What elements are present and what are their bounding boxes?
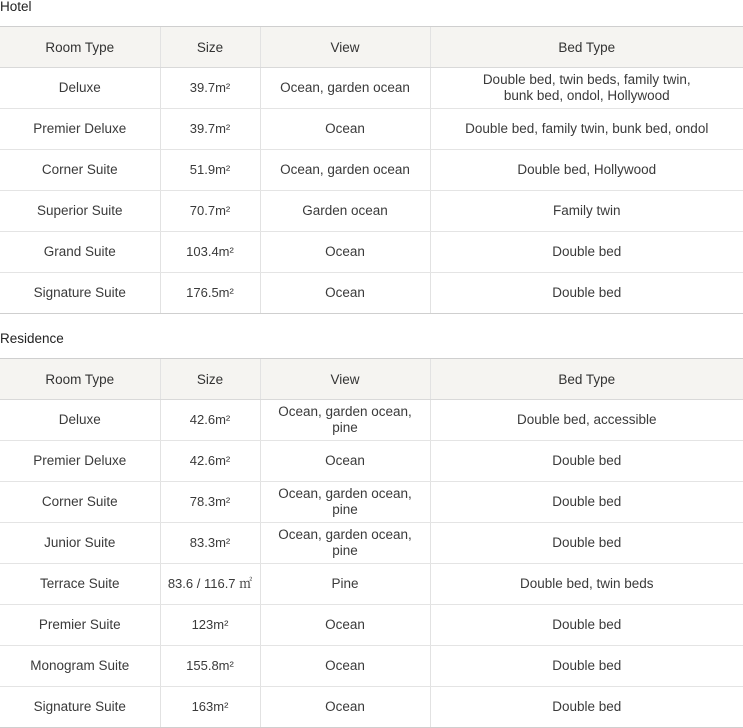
table-row xyxy=(0,273,743,314)
bed-type-cell: Double bed xyxy=(430,273,743,314)
view-cell: Ocean xyxy=(260,109,430,150)
table-row xyxy=(0,482,743,523)
table-row xyxy=(0,400,743,441)
room-type-cell: Grand Suite xyxy=(0,232,160,273)
header-size: Size xyxy=(160,359,260,400)
room-type-cell: Signature Suite xyxy=(0,273,160,314)
bed-type-cell: Double bed xyxy=(430,687,743,728)
header-room-type: Room Type xyxy=(0,359,160,400)
header-view: View xyxy=(260,27,430,68)
room-type-cell: Premier Deluxe xyxy=(0,109,160,150)
table-row xyxy=(0,687,743,728)
view-cell: Pine xyxy=(260,564,430,605)
size-cell: 163m² xyxy=(160,687,260,728)
table-row xyxy=(0,150,743,191)
hotel-section-title: Hotel xyxy=(0,0,32,14)
table-row xyxy=(0,441,743,482)
bed-type-cell: Family twin xyxy=(430,191,743,232)
table-row xyxy=(0,68,743,109)
view-cell: Ocean, garden ocean xyxy=(260,68,430,109)
size-cell: 78.3m² xyxy=(160,482,260,523)
view-cell: Ocean xyxy=(260,232,430,273)
room-type-cell: Monogram Suite xyxy=(0,646,160,687)
header-room-type: Room Type xyxy=(0,27,160,68)
view-cell: Ocean, garden ocean xyxy=(260,150,430,191)
bed-type-line: bunk bed, ondol, Hollywood xyxy=(503,88,670,103)
table-row xyxy=(0,564,743,605)
size-cell: 51.9m² xyxy=(160,150,260,191)
room-type-cell: Premier Deluxe xyxy=(0,441,160,482)
room-type-cell: Deluxe xyxy=(0,68,160,109)
view-cell: Ocean xyxy=(260,273,430,314)
size-cell: 176.5m² xyxy=(160,273,260,314)
view-cell: Garden ocean xyxy=(260,191,430,232)
table-row xyxy=(0,109,743,150)
header-view: View xyxy=(260,359,430,400)
hotel-room-table xyxy=(0,26,743,314)
room-type-cell: Corner Suite xyxy=(0,150,160,191)
room-type-cell: Signature Suite xyxy=(0,687,160,728)
view-cell: Ocean xyxy=(260,441,430,482)
size-cell: 83.6 / 116.7 ㎡ xyxy=(160,564,260,605)
bed-type-line: Double bed, twin beds, family twin, xyxy=(482,72,691,87)
room-type-cell: Junior Suite xyxy=(0,523,160,564)
bed-type-cell: Double bed, Hollywood xyxy=(430,150,743,191)
bed-type-cell: Double bed, family twin, bunk bed, ondol xyxy=(430,109,743,150)
room-type-cell: Superior Suite xyxy=(0,191,160,232)
table-row xyxy=(0,605,743,646)
room-type-cell: Deluxe xyxy=(0,400,160,441)
view-cell: Ocean xyxy=(260,687,430,728)
room-type-cell: Corner Suite xyxy=(0,482,160,523)
bed-type-cell: Double bed xyxy=(430,605,743,646)
size-cell: 39.7m² xyxy=(160,68,260,109)
bed-type-cell xyxy=(430,68,743,109)
view-cell: Ocean xyxy=(260,605,430,646)
room-type-cell: Premier Suite xyxy=(0,605,160,646)
header-size: Size xyxy=(160,27,260,68)
view-cell: Ocean xyxy=(260,646,430,687)
size-cell: 42.6m² xyxy=(160,400,260,441)
view-cell: Ocean, garden ocean, pine xyxy=(260,482,430,523)
residence-section-title: Residence xyxy=(0,331,64,346)
table-row xyxy=(0,523,743,564)
size-cell: 39.7m² xyxy=(160,109,260,150)
table-row xyxy=(0,646,743,687)
bed-type-cell: Double bed xyxy=(430,232,743,273)
size-cell: 123m² xyxy=(160,605,260,646)
header-bed-type: Bed Type xyxy=(430,27,743,68)
view-cell: Ocean, garden ocean, pine xyxy=(260,400,430,441)
hotel-section xyxy=(0,0,743,314)
residence-section xyxy=(0,314,743,728)
table-header-row xyxy=(0,359,743,400)
size-cell: 70.7m² xyxy=(160,191,260,232)
bed-type-cell: Double bed xyxy=(430,441,743,482)
residence-room-table xyxy=(0,358,743,728)
bed-type-cell: Double bed xyxy=(430,523,743,564)
size-cell: 103.4m² xyxy=(160,232,260,273)
bed-type-cell: Double bed xyxy=(430,646,743,687)
table-row xyxy=(0,232,743,273)
table-row xyxy=(0,191,743,232)
view-cell: Ocean, garden ocean, pine xyxy=(260,523,430,564)
size-cell: 155.8m² xyxy=(160,646,260,687)
bed-type-cell: Double bed xyxy=(430,482,743,523)
header-bed-type: Bed Type xyxy=(430,359,743,400)
room-type-cell: Terrace Suite xyxy=(0,564,160,605)
table-header-row xyxy=(0,27,743,68)
size-cell: 83.3m² xyxy=(160,523,260,564)
bed-type-cell: Double bed, accessible xyxy=(430,400,743,441)
bed-type-cell: Double bed, twin beds xyxy=(430,564,743,605)
size-cell: 42.6m² xyxy=(160,441,260,482)
